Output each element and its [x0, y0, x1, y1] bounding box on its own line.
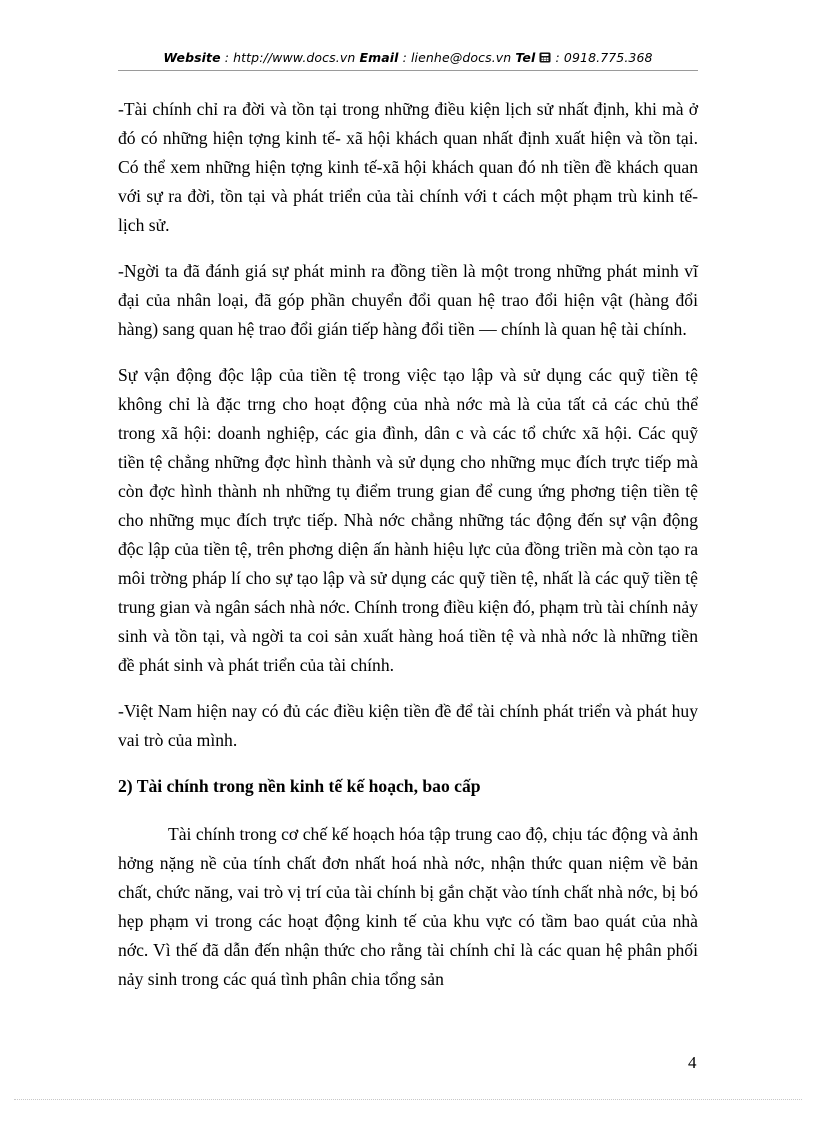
paragraph-4: -Việt Nam hiện nay có đủ các điều kiện tiền đề để tài chính phát triển và phát huy vai trò của mình.: [118, 701, 698, 750]
header-divider: [118, 70, 698, 71]
page-bottom-divider: [14, 1099, 802, 1100]
section-heading: 2) Tài chính trong nền kinh tế kế hoạch, bao cấp: [118, 776, 481, 796]
tel-label: Tel: [515, 50, 536, 65]
email-address[interactable]: : lienhe@docs.vn: [398, 50, 516, 65]
website-url[interactable]: : http://www.docs.vn: [220, 50, 360, 65]
paragraph-5: Tài chính trong cơ chế kế hoạch hóa tập trung cao độ, chịu tác động và ảnh hởng nặng nề của tính chất đơn nhất hoá nhà nớc, nhận thức quan niệm về bản chất, chức năng, vai trò vị trí của tài chính bị gắn chặt vào tính chất nhà nớc, bị bó hẹp phạm vi trong các hoạt động kinh tế của khu vực có tầm bao quát của nhà nớc. Vì thế đã dẫn đến nhận thức cho rằng tài chính chỉ là các quan hệ phân phối nảy sinh trong các quá tình phân chia tổng sản: [118, 824, 698, 989]
website-label: Website: [163, 50, 221, 65]
page-header: [118, 50, 698, 65]
paragraph-2: -Ngời ta đã đánh giá sự phát minh ra đồng tiền là một trong những phát minh vĩ đại của nhân loại, đã góp phần chuyển đổi quan hệ trao đổi hiện vật (hàng đổi hàng) sang quan hệ trao đổi gián tiếp hàng đổi tiền — chính là quan hệ tài chính.: [118, 261, 698, 339]
paragraph-1: -Tài chính chỉ ra đời và tồn tại trong những điều kiện lịch sử nhất định, khi mà ở đó có những hiện tợng kinh tế- xã hội khách quan nhất định xuất hiện và tồn tại. Có thể xem những hiện tợng kinh tế-xã hội khách quan đó nh tiền đề khách quan với sự ra đời, tồn tại và phát triển của tài chính với t cách một phạm trù kinh tế- lịch sử.: [118, 99, 698, 235]
paragraph-3: Sự vận động độc lập của tiền tệ trong việc tạo lập và sử dụng các quỹ tiền tệ không chỉ là đặc trng cho hoạt động của nhà nớc mà là của tất cả các chủ thể trong xã hội: doanh nghiệp, các gia đình, dân c và các tổ chức xã hội. Các quỹ tiền tệ chẳng những đợc hình thành và sử dụng cho những mục đích trực tiếp mà còn đợc hình thành nh những tụ điểm trung gian để cung ứng phơng tiện tiền tệ cho những mục đích trực tiếp. Nhà nớc chẳng những tác động đến sự vận động độc lập của tiền tệ, trên phơng diện ấn hành hiệu lực của đồng triền mà còn tạo ra môi trờng pháp lí cho sự tạo lập và sử dụng các quỹ tiền tệ, nhất là các quỹ tiền tệ trung gian và ngân sách nhà nớc. Chính trong điều kiện đó, phạm trù tài chính nảy sinh và tồn tại, và ngời ta coi sản xuất hàng hoá tiền tệ và nhà nớc là những tiền đề phát sinh và phát triển của tài chính.: [118, 365, 698, 675]
phone-icon: [539, 50, 551, 65]
tel-number[interactable]: : 0918.775.368: [551, 50, 653, 65]
page-number: 4: [688, 1053, 697, 1072]
document-body: [118, 95, 698, 1011]
email-label: Email: [359, 50, 399, 65]
